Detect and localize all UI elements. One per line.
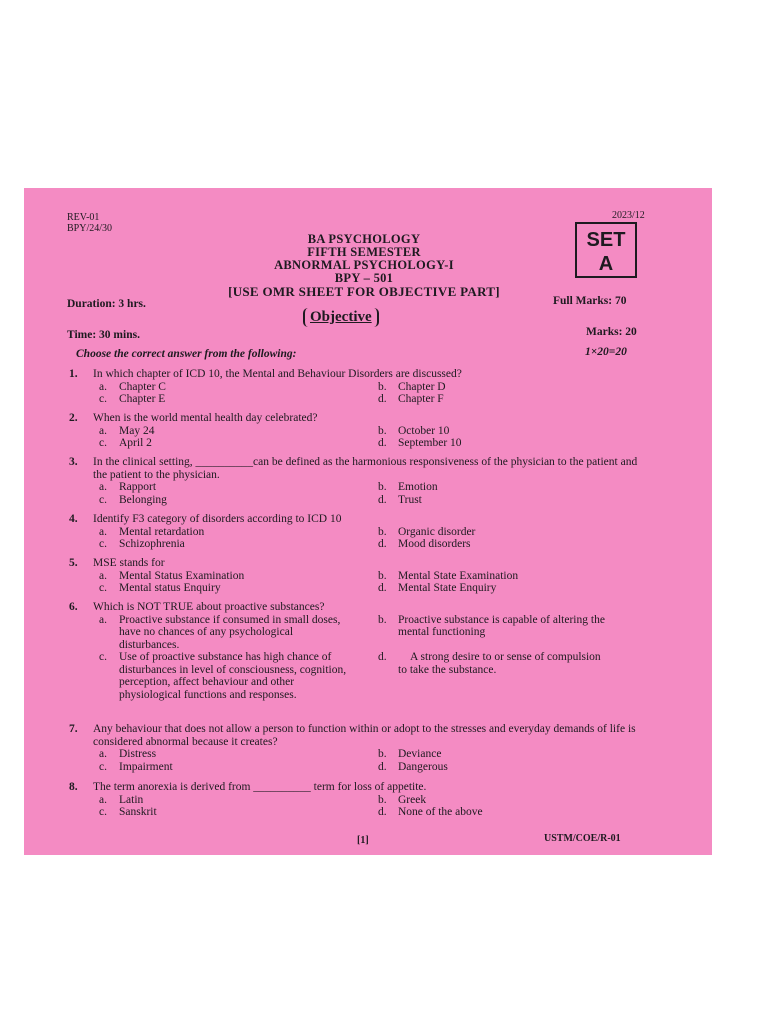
option-text: Mental Status Examination (119, 569, 245, 582)
option-text: Chapter E (119, 393, 166, 405)
option-letter: b. (378, 525, 387, 538)
option-letter: a. (99, 793, 107, 806)
set-label: SET (586, 229, 626, 251)
question-text: Which is NOT TRUE about proactive substances? (93, 601, 325, 613)
exam-year: 2023/12 (612, 210, 645, 221)
form-ref: USTM/COE/R-01 (544, 833, 621, 844)
question-number: 8. (69, 781, 78, 793)
option-letter: b. (378, 481, 387, 493)
question-number: 2. (69, 412, 78, 424)
objective-heading: Objective (303, 308, 379, 327)
marks-scheme: 1×20=20 (585, 346, 627, 358)
question-text: Any behaviour that does not allow a person to function within or adopt to the stresses and everyday demands of life is considered abnormal because it creates? (93, 723, 636, 748)
option-letter: d. (378, 651, 387, 663)
option-letter: c. (99, 760, 107, 773)
option-text: Deviance (398, 748, 442, 760)
question-text: When is the world mental health day celebrated? (93, 412, 318, 424)
option-text: Proactive substance is capable of altering the mental functioning (398, 613, 605, 638)
question-number: 7. (69, 723, 78, 735)
option-text: Proactive substance if consumed in small doses, have no chances of any psychological disturbances. (119, 613, 341, 651)
page-number: [1] (357, 835, 369, 846)
question-text: Identify F3 category of disorders according to ICD 10 (93, 513, 342, 525)
option-letter: b. (378, 613, 387, 626)
option-text: Greek (398, 793, 427, 806)
option-text: Mood disorders (398, 538, 471, 550)
option-letter: c. (99, 493, 107, 506)
set-value: A (598, 253, 614, 275)
option-text: Schizophrenia (119, 538, 185, 550)
full-marks: Full Marks: 70 (553, 295, 627, 307)
question-number: 6. (69, 601, 78, 613)
question-text: In which chapter of ICD 10, the Mental and Behaviour Disorders are discussed? (93, 368, 462, 380)
option-text: Dangerous (398, 760, 448, 773)
program-title: BA PSYCHOLOGY (307, 232, 421, 246)
option-text: Use of proactive substance has high chance of disturbances in level of consciousness, cognition, perception, affect behaviour and other physiological functions and responses. (119, 651, 347, 701)
option-text: October 10 (398, 424, 450, 437)
option-letter: a. (99, 748, 107, 760)
option-text: April 2 (119, 437, 152, 449)
option-letter: c. (99, 393, 107, 405)
duration: Duration: 3 hrs. (67, 298, 146, 310)
option-letter: a. (99, 481, 107, 493)
question-text: MSE stands for (93, 557, 165, 569)
option-text: Mental retardation (119, 525, 205, 538)
option-text: Latin (119, 793, 144, 806)
set-box (575, 222, 637, 278)
option-letter: b. (378, 793, 387, 806)
option-text: Mental status Enquiry (119, 582, 221, 594)
option-text: Belonging (119, 493, 167, 506)
time-limit: Time: 30 mins. (67, 329, 140, 341)
option-text: Emotion (398, 481, 438, 493)
question-number: 1. (69, 368, 78, 380)
option-text: Mental State Enquiry (398, 582, 497, 594)
option-text: September 10 (398, 437, 462, 449)
option-letter: a. (99, 613, 107, 626)
option-text: A strong desire to or sense of compulsion to take the substance. (398, 651, 601, 676)
option-text: Chapter C (119, 380, 166, 393)
option-letter: c. (99, 806, 107, 818)
option-letter: d. (378, 493, 387, 506)
option-text: Organic disorder (398, 525, 476, 538)
option-letter: b. (378, 748, 387, 760)
option-text: None of the above (398, 806, 483, 818)
option-text: May 24 (119, 424, 155, 437)
question-number: 5. (69, 557, 78, 569)
question-text: In the clinical setting, __________can be defined as the harmonious responsiveness of the physician to the patient and the patient to the physician. (93, 456, 638, 481)
question-number: 4. (69, 513, 78, 525)
option-letter: a. (99, 569, 107, 582)
option-letter: d. (378, 760, 387, 773)
question-number: 3. (69, 456, 78, 468)
option-letter: b. (378, 424, 387, 437)
option-text: Rapport (119, 481, 157, 493)
option-text: Impairment (119, 760, 173, 773)
option-letter: c. (99, 582, 107, 594)
option-text: Sanskrit (119, 806, 157, 818)
option-letter: d. (378, 393, 387, 405)
instruction: Choose the correct answer from the following: (76, 348, 297, 360)
course-code: BPY/24/30 (67, 223, 113, 234)
semester-title: FIFTH SEMESTER (307, 245, 421, 259)
paper-code: BPY – 501 (334, 271, 394, 285)
option-letter: c. (99, 538, 107, 550)
omr-note: [USE OMR SHEET FOR OBJECTIVE PART] (228, 284, 500, 299)
option-text: Chapter D (398, 380, 446, 393)
option-text: Trust (398, 493, 422, 506)
option-letter: c. (99, 437, 107, 449)
option-letter: d. (378, 437, 387, 449)
option-letter: a. (99, 525, 107, 538)
objective-marks: Marks: 20 (586, 326, 637, 338)
subject-title: ABNORMAL PSYCHOLOGY-I (274, 258, 454, 272)
option-text: Chapter F (398, 393, 444, 405)
question-text: The term anorexia is derived from __________ term for loss of appetite. (93, 781, 427, 793)
option-letter: c. (99, 651, 107, 663)
option-letter: d. (378, 806, 387, 818)
option-letter: d. (378, 538, 387, 550)
option-letter: d. (378, 582, 387, 594)
option-letter: b. (378, 569, 387, 582)
option-letter: a. (99, 424, 107, 437)
exam-sheet (24, 188, 712, 855)
option-text: Distress (119, 748, 157, 760)
option-letter: a. (99, 380, 107, 393)
option-text: Mental State Examination (398, 569, 519, 582)
option-letter: b. (378, 380, 387, 393)
rev-code: REV-01 (67, 212, 100, 223)
